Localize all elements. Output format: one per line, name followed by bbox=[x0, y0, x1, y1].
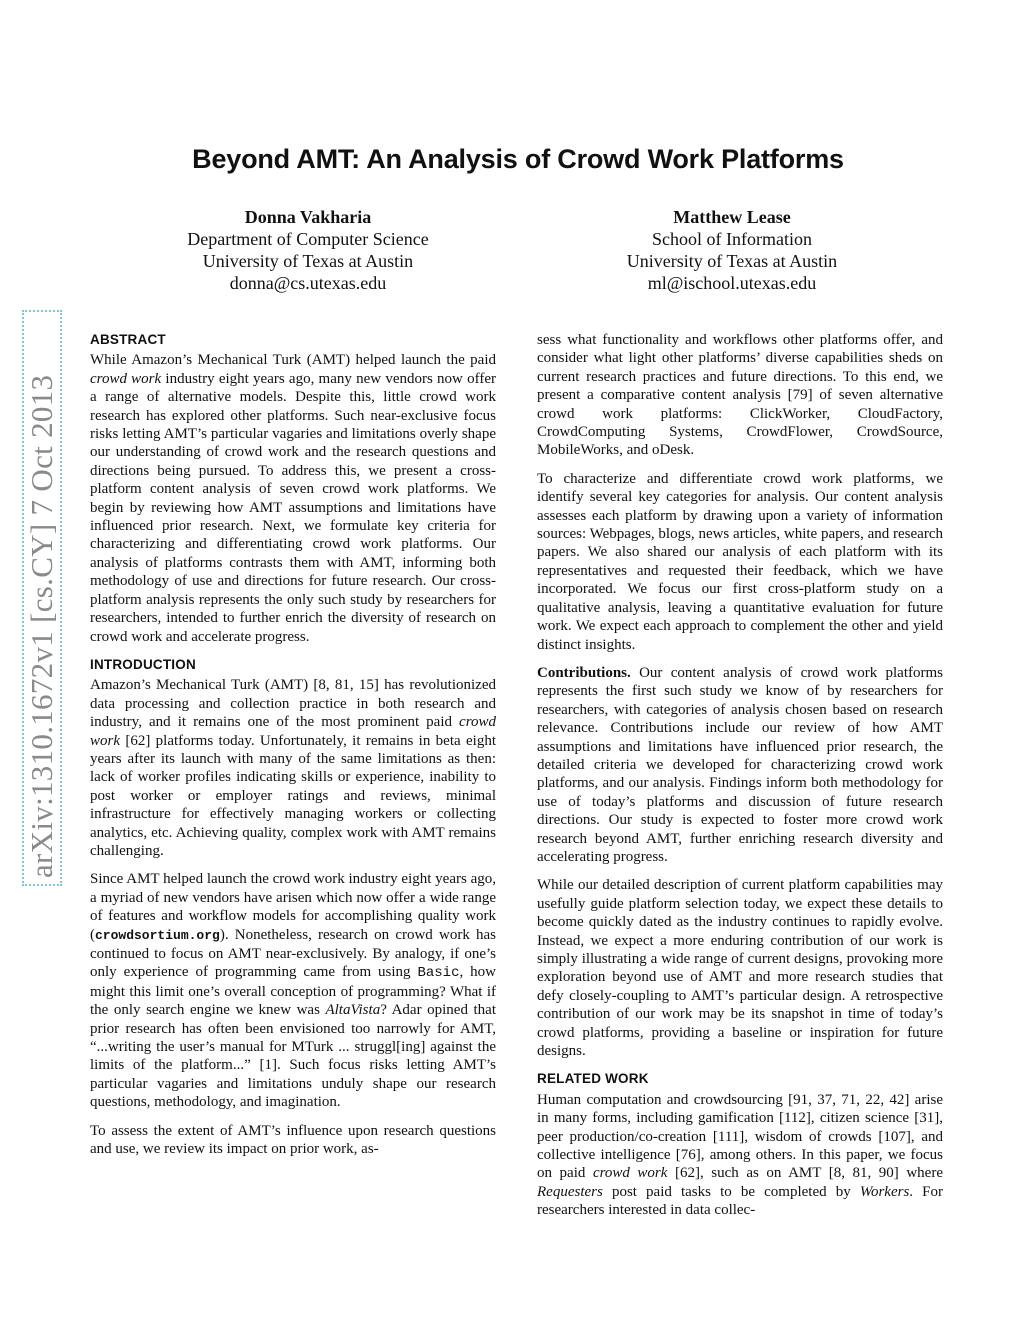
author-block-2 bbox=[562, 206, 902, 294]
intro-paragraph: Since AMT helped launch the crowd work industry eight years ago, a myriad of new vendors have arisen which now offer a wide range of features and workflow models for accomplishing quality work (crowdsortium.org). Nonetheless, research on crowd work has continued to focus on AMT near-exclusively. By analogy, if one’s only experience of programming came from using Basic, how might this limit one’s overall conception of programming? What if the only search engine we knew was AltaVista? Adar opined that prior research has often been envisioned too narrowly for AMT, “...writing the user’s manual for MTurk ... struggl[ing] against the limits of the platform...” [1]. Such focus risks letting AMT’s particular vagaries and limitations unduly shape our research questions, methodology, and imagination. bbox=[90, 871, 496, 1111]
author-affiliation: School of Information bbox=[652, 229, 812, 249]
author-affiliation: Department of Computer Science bbox=[187, 229, 429, 249]
contributions-paragraph: Contributions. Our content analysis of crowd work platforms represents the first such study we know of by researchers for researchers, with categories of analysis chosen based on research relevance. Contributions include our review of how AMT assumptions and limitations have influenced prior research, the detailed criteria we developed for characterizing crowd work platforms, and our analysis. Findings inform both methodology for use of today’s platforms and discussion of future research directions. Our study is expected to foster more crowd work research beyond AMT, further enriching research diversity and accelerating progress. bbox=[537, 664, 943, 865]
author-institution: University of Texas at Austin bbox=[202, 251, 414, 271]
introduction-heading: INTRODUCTION bbox=[90, 656, 196, 672]
author-name: Matthew Lease bbox=[673, 207, 791, 227]
abstract-paragraph: While Amazon’s Mechanical Turk (AMT) helped launch the paid crowd work industry eight years ago, many new vendors now offer a range of alternative models. Despite this, little crowd work research has explored other platforms. Such near-exclusive focus risks letting AMT’s particular vagaries and limitations overly shape our understanding of crowd work and the research questions and directions being pursued. To address this, we present a cross-platform content analysis of seven crowd work platforms. We begin by reviewing how AMT assumptions and limitations have influenced prior research. Next, we formulate key criteria for characterizing and differentiating crowd work platforms. Our analysis of platforms contrasts them with AMT, informing both methodology of use and directions for future research. Our cross-platform analysis represents the only such study by researchers for researchers, intended to further enrich the diversity of research on crowd work and accelerate progress. bbox=[90, 352, 496, 645]
abstract-heading: ABSTRACT bbox=[90, 332, 166, 347]
intro-paragraph: To assess the extent of AMT’s influence upon research questions and use, we review its impact on prior work, as- bbox=[90, 1122, 496, 1158]
author-institution: University of Texas at Austin bbox=[626, 251, 838, 271]
intro-paragraph: sess what functionality and workflows other platforms offer, and consider what light other platforms’ diverse capabilities sheds on current research practices and future directions. To this end, we present a comparative content analysis [79] of seven alternative crowd work platforms: ClickWorker, CloudFactory, CrowdComputing Systems, CrowdFlower, CrowdSource, MobileWorks, and oDesk. bbox=[537, 332, 943, 459]
author-block-1 bbox=[138, 206, 478, 294]
author-email: ml@ischool.utexas.edu bbox=[647, 273, 817, 293]
right-column bbox=[537, 331, 943, 1230]
intro-paragraph: Amazon’s Mechanical Turk (AMT) [8, 81, 15] has revolutionized data processing and collection practice in both research and industry, and it remains one of the most prominent paid crowd work [62] platforms today. Unfortunately, it remains in beta eight years after its launch with many of the same limitations as then: lack of worker profiles indicating skills or experience, inability to post worker or employer ratings and reviews, minimal infrastructure for effectively managing workers or collecting analytics, etc. Achieving quality, complex work with AMT remains challenging. bbox=[90, 677, 496, 859]
left-column bbox=[90, 331, 496, 1168]
author-email: donna@cs.utexas.edu bbox=[229, 273, 387, 293]
intro-paragraph: To characterize and differentiate crowd work platforms, we identify several key categories for analysis. Our content analysis assesses each platform by drawing upon a variety of information sources: Webpages, blogs, news articles, white papers, and research papers. We also shared our analysis of each platform with its representatives and requested their feedback, which we have incorporated. We focus our first cross-platform study on a qualitative analysis, leaving a quantitative evaluation for future work. We expect each approach to complement the other and yield distinct insights. bbox=[537, 470, 943, 653]
related-work-paragraph: Human computation and crowdsourcing [91, 37, 71, 22, 42] arise in many forms, including gamification [112], citizen science [31], peer production/co-creation [111], wisdom of crowds [107], and collective intelligence [76], among others. In this paper, we focus on paid crowd work [62], such as on AMT [8, 81, 90] where Requesters post paid tasks to be completed by Workers. For researchers interested in data collec- bbox=[537, 1091, 943, 1219]
arxiv-stamp: arXiv:1310.1672v1 [cs.CY] 7 Oct 2013 bbox=[22, 310, 62, 886]
paper-title: Beyond AMT: An Analysis of Crowd Work Platforms bbox=[192, 144, 844, 174]
intro-paragraph: While our detailed description of current platform capabilities may usefully guide platform selection today, we expect these details to become quickly dated as the industry continues to rapidly evolve. Instead, we expect a more enduring contribution of our work is simply illustrating a wide range of current designs, provoking more exploration beyond use of AMT and more research studies that defy closely-coupling to AMT’s particular design. A retrospective contribution of our work may be its snapshot in time of today’s crowd platforms, providing a baseline or inspiration for future designs. bbox=[537, 877, 943, 1060]
related-work-heading: RELATED WORK bbox=[537, 1071, 649, 1087]
author-name: Donna Vakharia bbox=[244, 207, 372, 227]
